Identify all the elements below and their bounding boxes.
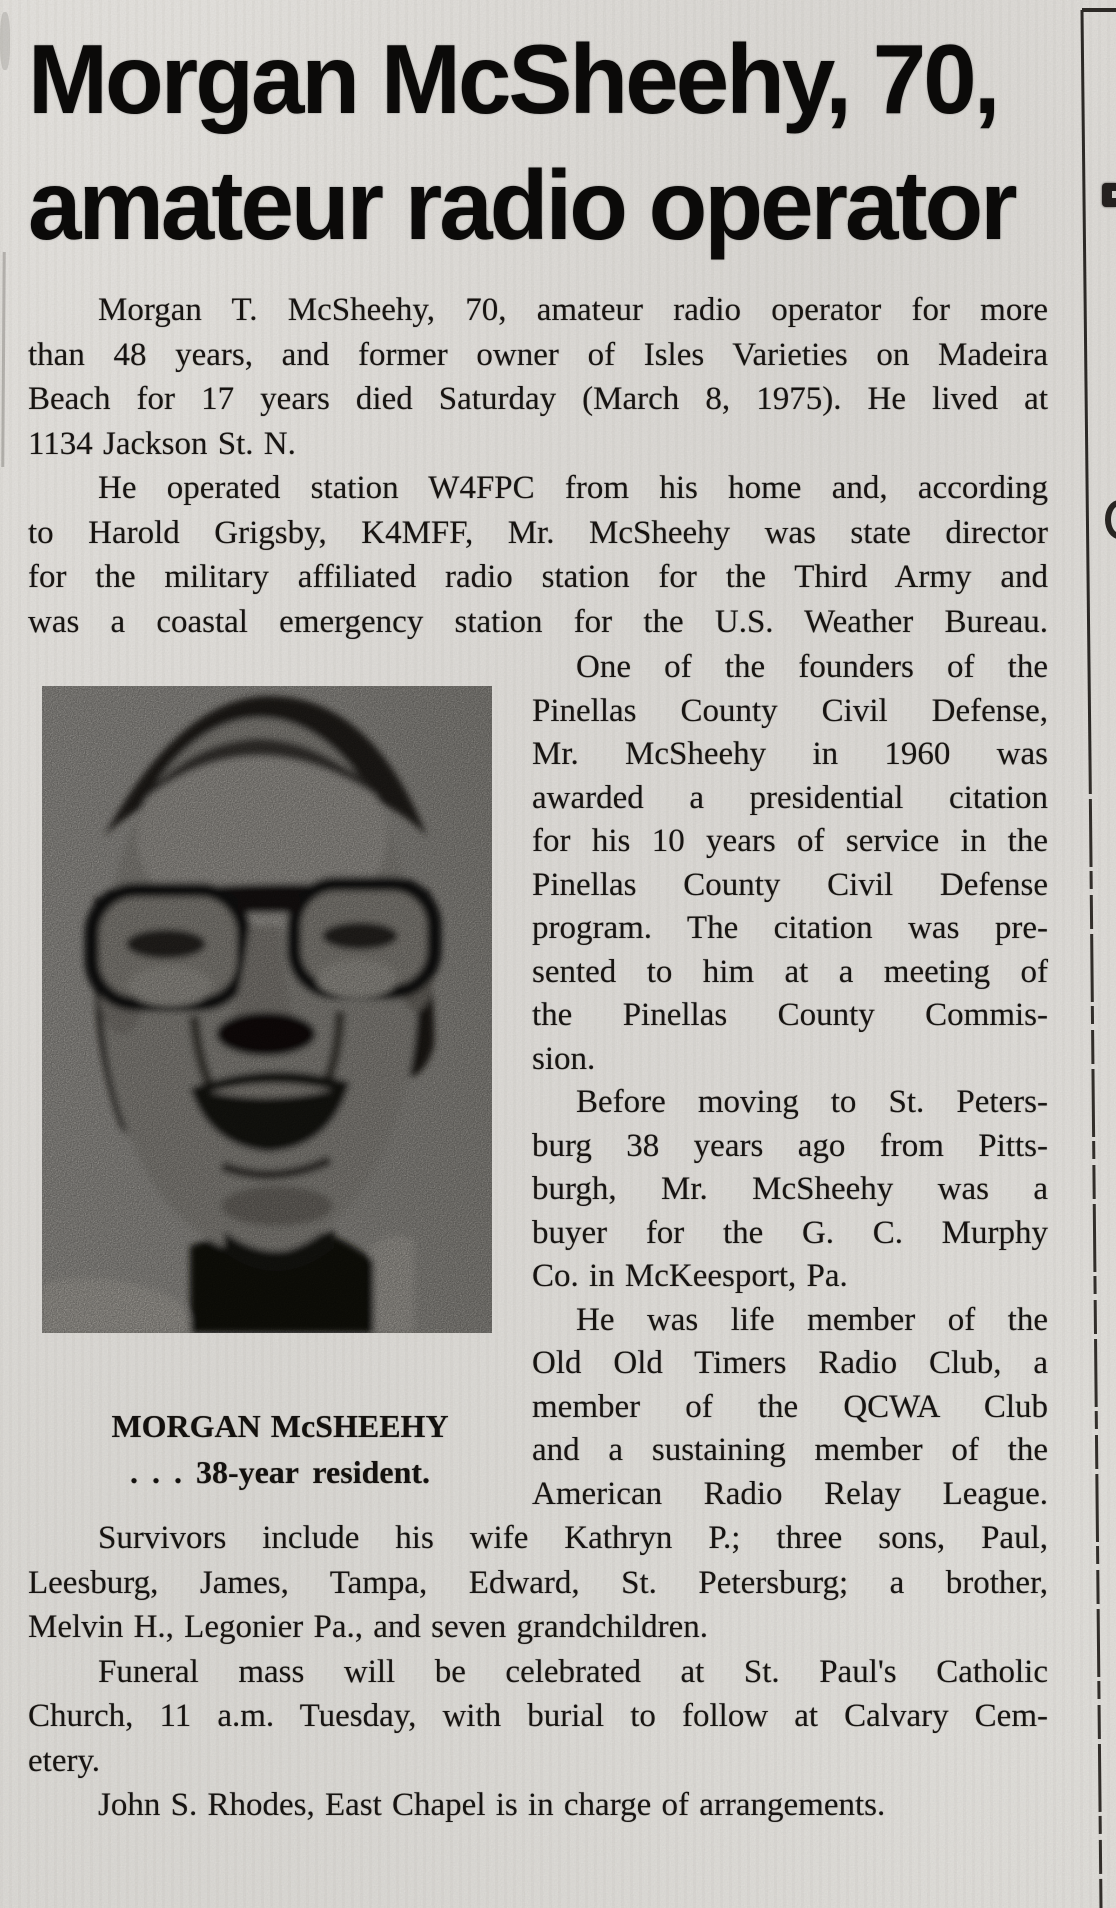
text-line: program. The citation was pre-: [532, 910, 1048, 946]
text-line: sented to him at a meeting of: [532, 953, 1048, 990]
article-paragraph: [532, 1081, 1048, 1299]
article: [0, 16, 1116, 1828]
article-paragraph: [532, 1299, 1048, 1517]
photo-and-text-columns: [28, 646, 1048, 1516]
headline: [28, 16, 1028, 268]
text-line: Survivors include his wife Kathryn P.; three sons, Paul,: [98, 1520, 1048, 1556]
article-paragraph: [28, 1650, 1048, 1784]
clipped-letter-fragment-icon: [1102, 183, 1116, 207]
article-body: [28, 288, 1048, 1828]
text-line: Co. in McKeesport, Pa.: [532, 1258, 848, 1294]
text-line: awarded a presidential citation: [532, 779, 1048, 816]
headline-line-2: amateur radio operator: [28, 150, 1015, 260]
scan-speck-mark: [0, 12, 10, 70]
text-line: Melvin H., Legonier Pa., and seven grandchildren.: [28, 1609, 709, 1645]
halftone-portrait-image: [42, 686, 492, 1333]
text-line: sion.: [532, 1040, 596, 1077]
text-line: John S. Rhodes, East Chapel is in charge of arrangements.: [98, 1787, 886, 1823]
text-line: buyer for the G. C. Murphy: [532, 1214, 1048, 1251]
headline-line-1: Morgan McSheehy, 70,: [28, 24, 998, 134]
text-line: to Harold Grigsby, K4MFF, Mr. McSheehy was state director: [28, 514, 1048, 551]
text-line: Pinellas County Civil Defense,: [532, 692, 1048, 729]
text-line: member of the QCWA Club: [532, 1388, 1048, 1425]
article-paragraph: [28, 288, 1048, 466]
text-line: Beach for 17 years died Saturday (March 8, 1975). He lived at: [28, 381, 1048, 417]
text-line: Funeral mass will be celebrated at St. Paul's Catholic: [98, 1653, 1048, 1690]
text-line: Before moving to St. Peters-: [576, 1084, 1048, 1120]
photo-column: [28, 646, 532, 1516]
text-line: He was life member of the: [576, 1301, 1048, 1338]
text-line: Old Old Timers Radio Club, a: [532, 1345, 1048, 1381]
text-line: for his 10 years of service in the: [532, 823, 1048, 859]
text-column: [532, 646, 1048, 1516]
text-line: burg 38 years ago from Pitts-: [532, 1127, 1048, 1164]
article-paragraph: [28, 1516, 1048, 1650]
text-line: American Radio Relay League.: [532, 1475, 1048, 1512]
text-line: for the military affiliated radio station for the Third Army and: [28, 559, 1048, 595]
text-line: etery.: [28, 1742, 101, 1779]
text-line: 1134 Jackson St. N.: [28, 425, 296, 462]
text-line: He operated station W4FPC from his home and, according: [98, 470, 1048, 506]
text-line: Church, 11 a.m. Tuesday, with burial to follow at Calvary Cem-: [28, 1698, 1048, 1734]
text-line: One of the founders of the: [576, 649, 1048, 685]
text-line: was a coastal emergency station for the U.S. Weather Bureau.: [28, 603, 1048, 640]
photo-caption-name: MORGAN McSHEEHY: [111, 1408, 449, 1444]
text-line: the Pinellas County Commis-: [532, 997, 1048, 1033]
photo-caption-description: . . . 38-year resident.: [129, 1454, 431, 1490]
text-line: and a sustaining member of the: [532, 1432, 1048, 1468]
text-line: Leesburg, James, Tampa, Edward, St. Petersburg; a brother,: [28, 1564, 1048, 1601]
text-line: than 48 years, and former owner of Isles Varieties on Madeira: [28, 336, 1048, 373]
text-line: Morgan T. McSheehy, 70, amateur radio operator for more: [98, 292, 1048, 328]
text-line: Mr. McSheehy in 1960 was: [532, 736, 1048, 772]
text-line: burgh, Mr. McSheehy was a: [532, 1171, 1048, 1207]
article-paragraph: [532, 646, 1048, 1081]
article-paragraph: [28, 466, 1048, 644]
portrait-photo: [42, 686, 492, 1333]
text-line: Pinellas County Civil Defense: [532, 866, 1048, 903]
article-paragraph: [28, 1783, 1048, 1828]
photo-caption: [28, 1403, 532, 1495]
